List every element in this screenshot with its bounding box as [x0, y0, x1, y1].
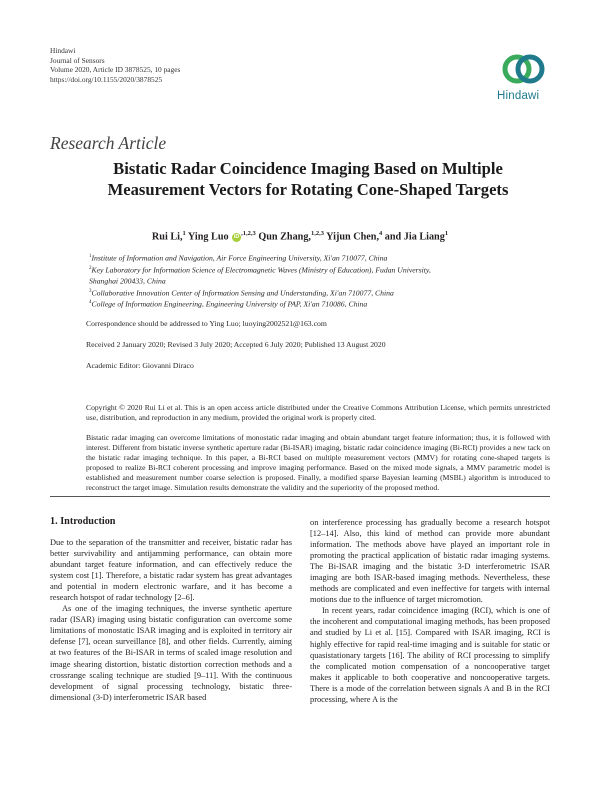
paragraph: As one of the imaging techniques, the inverse synthetic aperture radar (ISAR) imaging using bistatic configuration can overcome some limitations of monostatic ISAR imaging and is exploited in territory air defense [7], ocean surveillance [8], and other fields. Currently, aiming at two features of the Bi-ISAR in terms of scaled image resolution and image shearing distortion, bistatic distortion correction methods and a crossrange scaling technique are studied [9–11]. With the continuous development of signal processing technology, bistatic three-dimensional (3-D) interferometric ISAR based: [50, 604, 292, 702]
logo-wordmark: Hindawi: [497, 90, 540, 102]
author-name[interactable]: Rui Li,: [151, 231, 183, 243]
author-name[interactable]: Qun Zhang,: [258, 231, 311, 243]
author-list: [50, 230, 550, 242]
affiliation-text: Key Laboratory for Information Science of Electromagnetic Waves (Ministry of Education), Fudan University,: [91, 265, 431, 275]
orcid-icon[interactable]: iD: [233, 233, 240, 240]
affiliation-item: [86, 264, 556, 276]
body-column-left: [50, 537, 292, 703]
paper-title: Bistatic Radar Coincidence Imaging Based on Multiple Measurement Vectors for Rotating Cone-Shaped Targets: [107, 159, 509, 199]
affiliation-sup: 3: [89, 288, 92, 294]
academic-editor: Academic Editor: Giovanni Diraco: [86, 361, 194, 370]
affiliation-text: Collaborative Innovation Center of Information Sensing and Understanding, Xi'an 710077, China: [91, 288, 394, 298]
author-name[interactable]: Yijun Chen,: [326, 231, 379, 243]
affiliation-item: [86, 298, 556, 310]
author-affil-sup: 1: [182, 230, 186, 237]
affiliation-sup: 4: [89, 300, 92, 306]
affiliation-item: [86, 252, 556, 264]
affiliation-text: Shanghai 200433, China: [89, 276, 166, 286]
volume-line: Volume 2020, Article ID 3878525, 10 pages: [50, 65, 181, 75]
affiliation-sup: 2: [89, 265, 92, 271]
paragraph: In recent years, radar coincidence imaging (RCI), which is one of the incoherent and computational imaging methods, has been proposed and studied by Li et al. [15]. Compared with ISAR imaging, RCI is highly effective for rapid real-time imaging and is suitable for static or quasistationary targets [16]. The ability of RCI processing to simplify the complicated motion compensation of a noncooperative target makes it applicable to both cooperative and noncooperative targets. There is a mode of the correlation between signals A and B in the RCI processing, where A is the: [310, 606, 550, 704]
section-divider: [50, 496, 550, 497]
author-name[interactable]: Ying Luo: [187, 231, 229, 243]
correspondence: Correspondence should be addressed to Ying Luo; luoying2002521@163.com: [86, 319, 327, 328]
paragraph: Due to the separation of the transmitter and receiver, bistatic radar has better survivability and antijamming performance, can obtain more abundant target feature information, and can effectively reduce the system cost [1]. Therefore, a bistatic radar system has great advantages and potential in modern electronic warfare, and it has become a research hotspot of radar technology [2–6].: [50, 538, 292, 603]
affiliation-sup: 1: [89, 254, 92, 259]
doi-link[interactable]: https://doi.org/10.1155/2020/3878525: [50, 74, 163, 84]
section-heading: 1. Introduction: [50, 516, 116, 527]
author-affil-sup: 4: [379, 230, 383, 237]
body-column-right: [310, 517, 550, 705]
abstract: Bistatic radar imaging can overcome limitations of monostatic radar imaging and obtain abundant target feature information; thus, it is followed with interest. Different from bistatic inverse synthetic aperture radar (Bi-ISAR) imaging, bistatic radar coincidence imaging (Bi-RCI) provides a new tack on the bistatic radar imaging technique. In this paper, a Bi-RCI based on multiple measurement vectors (MMV) for rotating cone-shaped targets is proposed to realize Bi-RCI coherent processing and improve imaging performance. Based on the mixed mode signals, a MMV parametric model is established and measurement number coarse selection is proposed. Finally, a modified sparse Bayesian learning (MSBL) algorithm is introduced to reconstruct the target image. Simulation results demonstrate the validity and the superiority of the proposed method.: [86, 433, 550, 492]
publisher-name: Hindawi: [50, 46, 76, 55]
affiliation-item: [86, 287, 556, 299]
affiliation-text: Institute of Information and Navigation, Air Force Engineering University, Xi'an 710077, China: [91, 253, 388, 263]
journal-meta: [50, 46, 180, 84]
journal-name: Journal of Sensors: [50, 55, 105, 65]
article-type: Research Article: [50, 133, 167, 153]
affiliation-text: College of Information Engineering, Engineering University of PAP, Xi'an 710086, China: [91, 299, 368, 309]
author-affil-sup: 1: [444, 230, 449, 237]
publication-dates: Received 2 January 2020; Revised 3 July 2020; Accepted 6 July 2020; Published 13 August 2020: [86, 340, 386, 349]
author-name[interactable]: and Jia Liang: [384, 231, 445, 243]
affiliation-list: [86, 252, 556, 310]
affiliation-item: [86, 275, 556, 287]
author-affil-sup: 1,2,3: [310, 230, 324, 237]
copyright-notice: Copyright © 2020 Rui Li et al. This is an open access article distributed under the Creative Commons Attribution License, which permits unrestricted use, distribution, and reproduction in any medium, provided the original work is properly cited.: [86, 403, 550, 422]
paragraph: on interference processing has gradually become a research hotspot [12–14]. Also, this kind of method can provide more abundant information. The methods above have played an important role in promoting the practical application of bistatic radar imaging systems. The Bi-ISAR imaging and the bistatic 3-D interferometric ISAR imaging are both ISAR-based imaging methods. Nevertheless, these methods are complicated and even ineffective for targets with internal motions due to the influence of target micromotion.: [310, 518, 550, 605]
author-affil-sup: ,1,2,3: [241, 230, 256, 237]
